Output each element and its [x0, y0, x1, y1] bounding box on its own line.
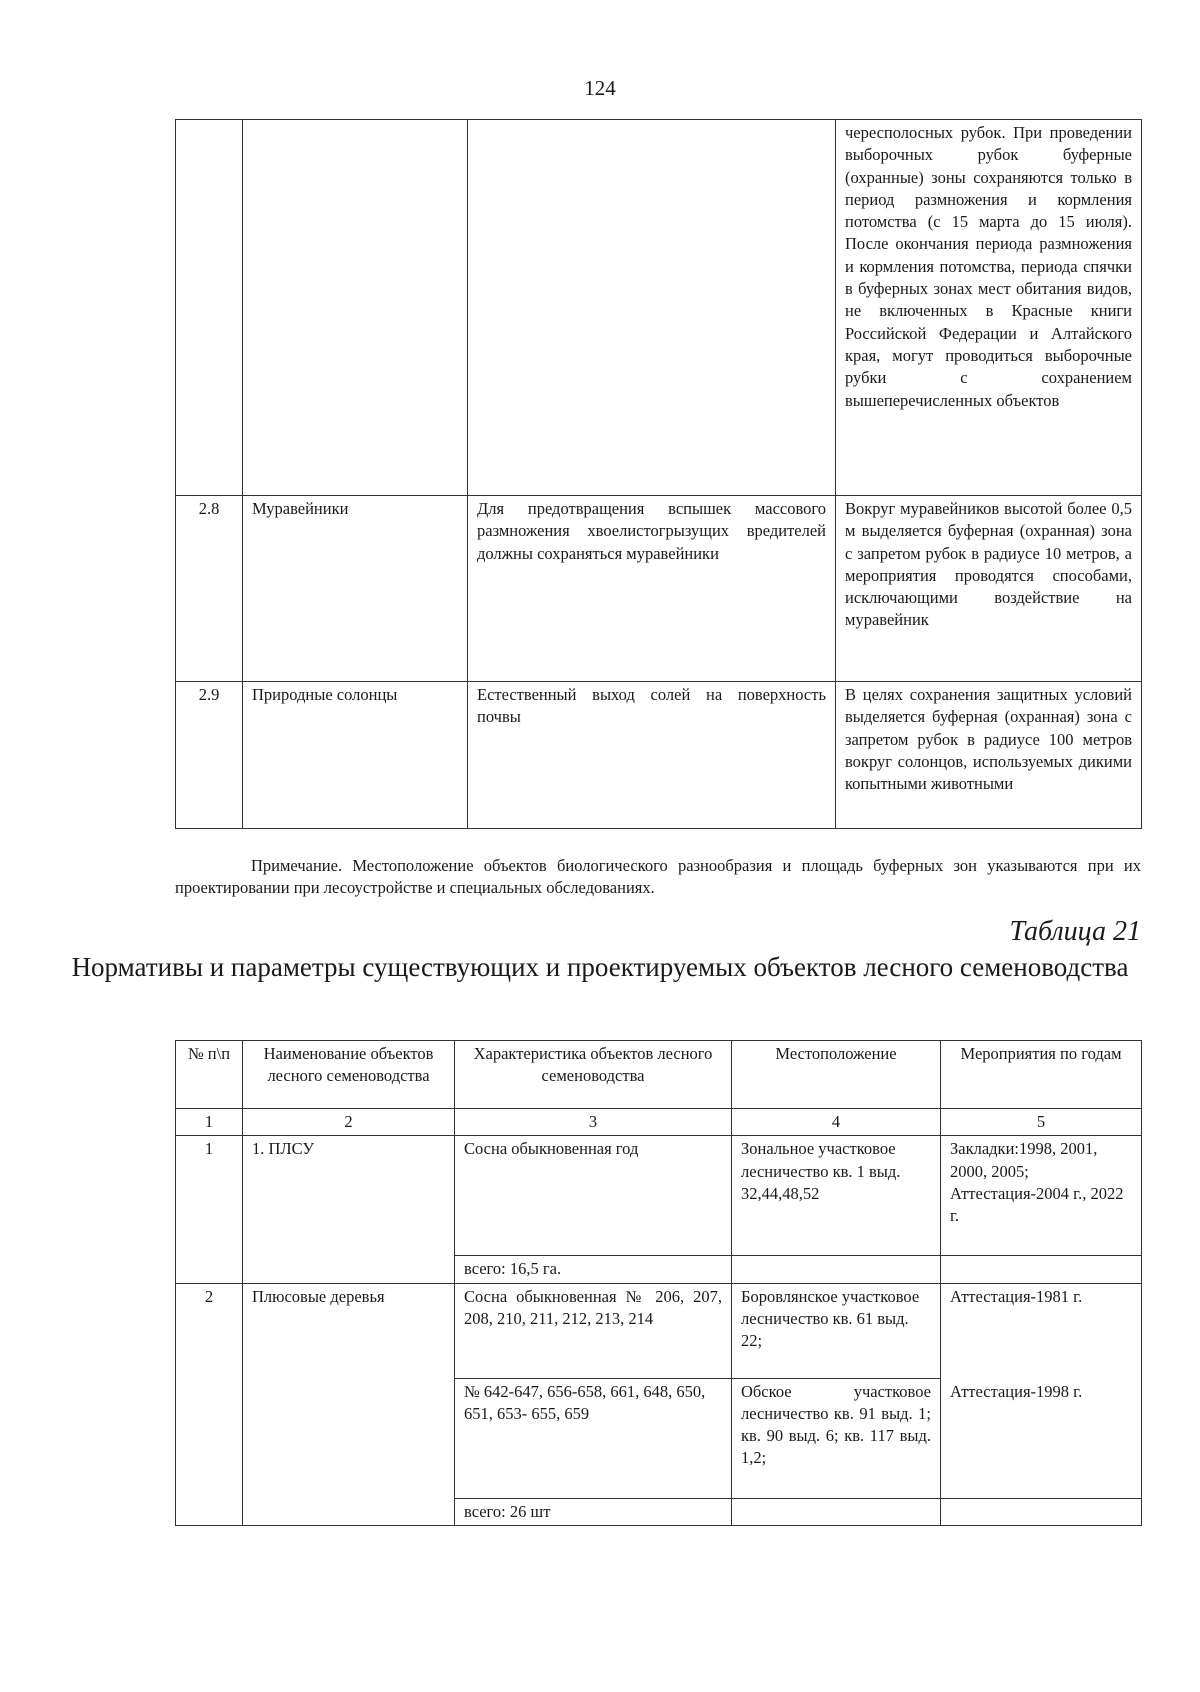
row-number-cell: 2.9: [176, 682, 243, 829]
empty-cell: [243, 1256, 455, 1283]
location-cell: Боровлянское участковое лесничество кв. 61 выд. 22;: [732, 1283, 941, 1378]
empty-cell: [243, 1498, 455, 1525]
table-row: [176, 496, 1142, 682]
characteristics-cell: Сосна обыкновенная год: [455, 1136, 732, 1256]
object-description-cell: Для предотвращения вспышек массового размножения хвоелистогрызущих вредителей должны сохраняться муравейники: [468, 496, 836, 682]
measures-cell: Аттестация-1998 г.: [941, 1378, 1142, 1498]
characteristics-cell: Сосна обыкновенная № 206, 207, 208, 210, 211, 212, 213, 214: [455, 1283, 732, 1378]
column-number: 5: [941, 1109, 1142, 1136]
empty-cell: [941, 1498, 1142, 1525]
object-description-cell: Естественный выход солей на поверхность почвы: [468, 682, 836, 829]
object-name-cell: [243, 120, 468, 496]
object-name-cell: Природные солонцы: [243, 682, 468, 829]
column-number-row: [176, 1109, 1142, 1136]
header-row: [176, 1041, 1142, 1109]
biodiversity-objects-table: [175, 119, 1142, 829]
seed-objects-table: [175, 1040, 1142, 1526]
total-cell: всего: 26 шт: [455, 1498, 732, 1525]
table-row: [176, 682, 1142, 829]
characteristics-cell: № 642-647, 656-658, 661, 648, 650, 651, 653- 655, 659: [455, 1378, 732, 1498]
location-cell: Зональное участковое лесничество кв. 1 выд. 32,44,48,52: [732, 1136, 941, 1256]
table-row: [176, 120, 1142, 496]
row-number-cell: [176, 120, 243, 496]
column-number: 4: [732, 1109, 941, 1136]
total-cell: всего: 16,5 га.: [455, 1256, 732, 1283]
header-characteristics: Характеристика объектов лесного семеноводства: [455, 1041, 732, 1109]
empty-cell: [176, 1378, 243, 1498]
total-row: [176, 1498, 1142, 1525]
object-description-cell: [468, 120, 836, 496]
table-title: Нормативы и параметры существующих и проектируемых объектов лесного семеноводства: [71, 952, 1129, 982]
measures-cell: Закладки:1998, 2001, 2000, 2005; Аттестация-2004 г., 2022 г.: [941, 1136, 1142, 1256]
column-number: 1: [176, 1109, 243, 1136]
header-number: № п\п: [176, 1041, 243, 1109]
row-number-cell: 1: [176, 1136, 243, 1256]
table-row: [176, 1136, 1142, 1256]
object-name-cell: 1. ПЛСУ: [243, 1136, 455, 1256]
measures-cell: Вокруг муравейников высотой более 0,5 м выделяется буферная (охранная) зона с запретом рубок в радиусе 10 метров, а мероприятия проводятся способами, исключающими воздействие на муравейник: [836, 496, 1142, 682]
empty-cell: [243, 1378, 455, 1498]
total-row: [176, 1256, 1142, 1283]
object-name-cell: Муравейники: [243, 496, 468, 682]
header-location: Местоположение: [732, 1041, 941, 1109]
header-name: Наименование объектов лесного семеноводства: [243, 1041, 455, 1109]
row-number-cell: 2: [176, 1283, 243, 1378]
column-number: 3: [455, 1109, 732, 1136]
empty-cell: [176, 1498, 243, 1525]
row-number-cell: 2.8: [176, 496, 243, 682]
table-note: Примечание. Местоположение объектов биологического разнообразия и площадь буферных зон указываются при их проектировании при лесоустройстве и специальных обследованиях.: [175, 856, 1141, 897]
empty-cell: [176, 1256, 243, 1283]
empty-cell: [732, 1498, 941, 1525]
measures-cell: чересполосных рубок. При проведении выборочных рубок буферные (охранные) зоны сохраняются только в период размножения и кормления потомства (с 15 марта до 15 июля). После окончания периода размножения и кормления потомства, периода спячки в буферных зонах мест обитания видов, не включенных в Красные книги Российской Федерации и Алтайского края, могут проводиться выборочные рубки с сохранением вышеперечисленных объектов: [836, 120, 1142, 496]
empty-cell: [732, 1256, 941, 1283]
empty-cell: [941, 1256, 1142, 1283]
location-cell: Обское участковое лесничество кв. 91 выд. 1; кв. 90 выд. 6; кв. 117 выд. 1,2;: [732, 1378, 941, 1498]
table-row: [176, 1378, 1142, 1498]
table-label: Таблица 21: [1009, 916, 1141, 947]
column-number: 2: [243, 1109, 455, 1136]
header-measures: Мероприятия по годам: [941, 1041, 1142, 1109]
object-name-cell: Плюсовые деревья: [243, 1283, 455, 1378]
measures-cell: Аттестация-1981 г.: [941, 1283, 1142, 1378]
measures-cell: В целях сохранения защитных условий выделяется буферная (охранная) зона с запретом рубок в радиусе 100 метров вокруг солонцов, используемых дикими копытными животными: [836, 682, 1142, 829]
page-number: 124: [584, 76, 616, 100]
table-row: [176, 1283, 1142, 1378]
